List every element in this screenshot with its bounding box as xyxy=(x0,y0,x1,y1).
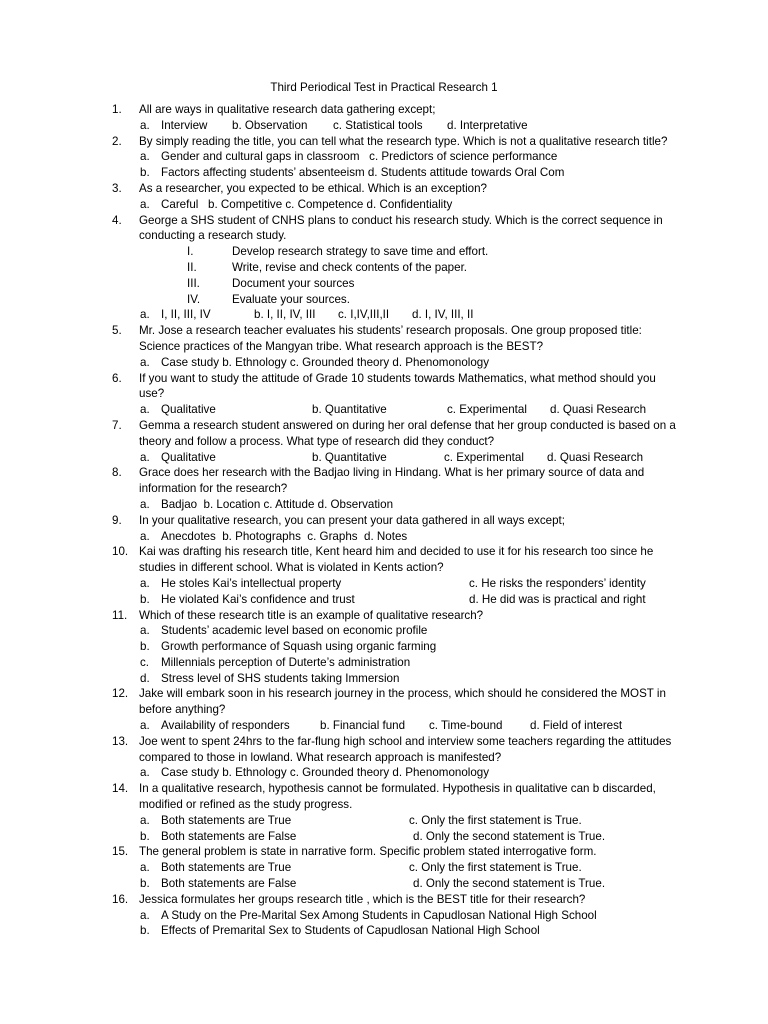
choice-a: Both statements are True xyxy=(161,813,292,827)
choice-b: b. Quantitative xyxy=(312,450,387,464)
choices-row xyxy=(112,592,678,608)
choices-row xyxy=(112,402,678,418)
question-6 xyxy=(112,371,678,403)
option-text: Growth performance of Squash using organic farming xyxy=(161,640,437,654)
choice-c: c. He risks the responders’ identity xyxy=(469,576,646,590)
question-text: The general problem is state in narrative form. Specific problem stated interrogative form. xyxy=(139,845,597,859)
choice-b: b. Quantitative xyxy=(312,403,387,417)
choice-letter: b. xyxy=(140,166,150,180)
choice-letter: a. xyxy=(140,355,150,369)
choice-letter: b. xyxy=(140,924,150,938)
choices-row xyxy=(112,355,678,371)
choice-letter: a. xyxy=(140,308,150,322)
choice-a: He stoles Kai’s intellectual property xyxy=(161,576,342,590)
option-text: Students’ academic level based on economic profile xyxy=(161,624,428,638)
question-number: 3. xyxy=(112,181,122,195)
choice-b: b. Financial fund xyxy=(320,719,406,733)
choices-row xyxy=(112,829,678,845)
question-text: Gemma a research student answered on during her oral defense that her group conducted is based on a theory and follow a process. What type of research did they conduct? xyxy=(139,418,676,448)
question-10 xyxy=(112,544,678,576)
choices-row xyxy=(112,149,678,165)
question-number: 13. xyxy=(112,734,129,748)
question-7 xyxy=(112,418,678,450)
question-number: 10. xyxy=(112,545,129,559)
choice-c: c. Statistical tools xyxy=(333,118,423,132)
choice-letter: b. xyxy=(140,592,150,606)
choice-d: d. Interpretative xyxy=(447,118,528,132)
question-number: 11. xyxy=(112,608,128,622)
choice-a: Both statements are True xyxy=(161,861,292,875)
option-item xyxy=(112,623,678,639)
choice-b: b. Observation xyxy=(232,118,308,132)
choice-letter: a. xyxy=(140,118,150,132)
choices-row xyxy=(112,529,678,545)
choice-a: Availability of responders xyxy=(161,719,290,733)
choice-d: d. He did was is practical and right xyxy=(469,592,646,606)
choice-d: d. Only the second statement is True. xyxy=(413,877,606,891)
choice-a: Interview xyxy=(161,118,208,132)
option-text: Millennials perception of Duterte’s administration xyxy=(161,655,411,669)
question-13 xyxy=(112,734,678,766)
question-text: All are ways in qualitative research data gathering except; xyxy=(139,103,436,116)
question-number: 5. xyxy=(112,324,122,338)
question-9 xyxy=(112,513,678,529)
sequence-item xyxy=(112,260,678,276)
question-text: Mr. Jose a research teacher evaluates his students’ research proposals. One group proposed title: Science practices of the Mangyan tribe. What research approach is the BEST? xyxy=(139,324,642,353)
question-14 xyxy=(112,781,678,813)
choice-c: c. Experimental xyxy=(447,403,527,417)
choices-row xyxy=(112,718,678,734)
sequence-item xyxy=(112,244,678,260)
choice-c: c. I,IV,III,II xyxy=(338,308,390,322)
choice-c: c. Time-bound xyxy=(429,719,503,733)
choices-row xyxy=(112,576,678,592)
choice-b: He violated Kai’s confidence and trust xyxy=(161,592,355,606)
question-text: If you want to study the attitude of Grade 10 students towards Mathematics, what method should you use? xyxy=(139,371,656,401)
choice-c: c. Only the first statement is True. xyxy=(409,813,582,827)
option-text: Stress level of SHS students taking Immersion xyxy=(161,671,400,685)
question-number: 12. xyxy=(112,687,129,701)
question-text: In a qualitative research, hypothesis cannot be formulated. Hypothesis in qualitative can b discarded, modified or refined as the study progress. xyxy=(139,782,656,812)
choice-letter: b. xyxy=(140,829,150,843)
question-3 xyxy=(112,181,678,197)
choices-row xyxy=(112,497,678,513)
question-11 xyxy=(112,608,678,624)
choice-letter: a. xyxy=(140,450,150,464)
question-number: 2. xyxy=(112,134,122,148)
option-item xyxy=(112,671,678,687)
choice-letter: a. xyxy=(140,497,150,511)
roman-numeral: IV. xyxy=(187,292,201,306)
question-number: 15. xyxy=(112,845,129,859)
sequence-item xyxy=(112,276,678,292)
question-list xyxy=(112,102,678,939)
choice-text: Factors affecting students’ absenteeism d. Students attitude towards Oral Com xyxy=(161,166,565,180)
question-text: Jake will embark soon in his research journey in the process, which should he considered the MOST in before anything? xyxy=(139,687,666,717)
choices-row xyxy=(112,197,678,213)
question-number: 1. xyxy=(112,103,122,116)
question-text: Grace does her research with the Badjao living in Hindang. What is her primary source of data and information for the research? xyxy=(139,466,645,496)
question-text: Which of these research title is an example of qualitative research? xyxy=(139,608,484,622)
question-12 xyxy=(112,686,678,718)
roman-numeral: III. xyxy=(187,276,200,290)
choice-letter: b. xyxy=(140,640,150,654)
option-item xyxy=(112,908,678,924)
choice-text: Gender and cultural gaps in classroom c. Predictors of science performance xyxy=(161,150,558,164)
question-8 xyxy=(112,465,678,497)
choice-a: Qualitative xyxy=(161,403,216,417)
choice-letter: a. xyxy=(140,813,150,827)
choice-text: Badjao b. Location c. Attitude d. Observation xyxy=(161,497,394,511)
question-1 xyxy=(112,102,678,118)
sequence-item xyxy=(112,292,678,308)
choice-letter: a. xyxy=(140,766,150,780)
choice-text: Case study b. Ethnology c. Grounded theory d. Phenomonology xyxy=(161,766,490,780)
choices-row xyxy=(112,765,678,781)
choice-text: Anecdotes b. Photographs c. Graphs d. Notes xyxy=(161,529,408,543)
choice-b: Both statements are False xyxy=(161,877,297,891)
question-text: As a researcher, you expected to be ethical. Which is an exception? xyxy=(139,181,488,195)
question-2 xyxy=(112,134,678,150)
question-15 xyxy=(112,844,678,860)
question-5 xyxy=(112,323,678,355)
question-number: 16. xyxy=(112,892,129,906)
choice-letter: a. xyxy=(140,529,150,543)
question-text: Kai was drafting his research title, Kent heard him and decided to use it for his research too since he studies in different school. What is violated in Kents action? xyxy=(139,545,654,575)
choice-letter: a. xyxy=(140,861,150,875)
choice-d: d. I, IV, III, II xyxy=(412,308,474,322)
choice-text: Case study b. Ethnology c. Grounded theory d. Phenomonology xyxy=(161,355,490,369)
choices-row xyxy=(112,450,678,466)
option-item xyxy=(112,655,678,671)
choice-letter: a. xyxy=(140,719,150,733)
choice-d: d. Field of interest xyxy=(530,719,623,733)
choice-a: I, II, III, IV xyxy=(161,308,211,322)
choice-letter: a. xyxy=(140,197,150,211)
option-item xyxy=(112,923,678,939)
question-number: 9. xyxy=(112,513,122,527)
sequence-text: Develop research strategy to save time and effort. xyxy=(232,245,489,259)
question-number: 4. xyxy=(112,213,122,227)
choices-row xyxy=(112,813,678,829)
choices-row xyxy=(112,307,678,323)
choice-letter: c. xyxy=(140,655,150,669)
question-text: George a SHS student of CNHS plans to conduct his research study. Which is the correct sequence in conducting a research study. xyxy=(139,213,663,243)
choice-letter: a. xyxy=(140,150,150,164)
option-text: Effects of Premarital Sex to Students of Capudlosan National High School xyxy=(161,924,540,938)
choices-row xyxy=(112,876,678,892)
question-4 xyxy=(112,213,678,245)
question-text: In your qualitative research, you can present your data gathered in all ways except; xyxy=(139,513,565,527)
question-text: Jessica formulates her groups research title , which is the BEST title for their research? xyxy=(139,892,586,906)
choice-text: Careful b. Competitive c. Competence d. Confidentiality xyxy=(161,197,453,211)
choice-d: d. Quasi Research xyxy=(550,403,647,417)
question-number: 14. xyxy=(112,782,129,796)
choice-letter: a. xyxy=(140,624,150,638)
choice-letter: d. xyxy=(140,671,150,685)
choices-row xyxy=(112,118,678,134)
question-16 xyxy=(112,892,678,908)
choice-letter: a. xyxy=(140,403,150,417)
choice-b: b. I, II, IV, III xyxy=(254,308,316,322)
sequence-text: Document your sources xyxy=(232,276,355,290)
option-item xyxy=(112,639,678,655)
choices-row xyxy=(112,165,678,181)
sequence-text: Evaluate your sources. xyxy=(232,292,350,306)
choices-row xyxy=(112,860,678,876)
question-text: By simply reading the title, you can tell what the research type. Which is not a qualitative research title? xyxy=(139,134,668,148)
question-text: Joe went to spent 24hrs to the far-flung high school and interview some teachers regarding the attitudes compared to those in lowland. What research approach is manifested? xyxy=(139,734,672,764)
question-number: 7. xyxy=(112,418,122,432)
page-title: Third Periodical Test in Practical Research 1 xyxy=(270,81,498,94)
choice-letter: a. xyxy=(140,908,150,922)
roman-numeral: I. xyxy=(187,245,194,259)
roman-numeral: II. xyxy=(187,260,197,274)
sequence-text: Write, revise and check contents of the paper. xyxy=(232,260,468,274)
question-number: 8. xyxy=(112,466,122,480)
choice-d: d. Quasi Research xyxy=(547,450,644,464)
question-number: 6. xyxy=(112,371,122,385)
choice-b: Both statements are False xyxy=(161,829,297,843)
choice-letter: a. xyxy=(140,576,150,590)
choice-c: c. Only the first statement is True. xyxy=(409,861,582,875)
choice-c: c. Experimental xyxy=(444,450,524,464)
choice-letter: b. xyxy=(140,877,150,891)
choice-d: d. Only the second statement is True. xyxy=(413,829,606,843)
option-text: A Study on the Pre-Marital Sex Among Students in Capudlosan National High School xyxy=(161,908,597,922)
choice-a: Qualitative xyxy=(161,450,216,464)
